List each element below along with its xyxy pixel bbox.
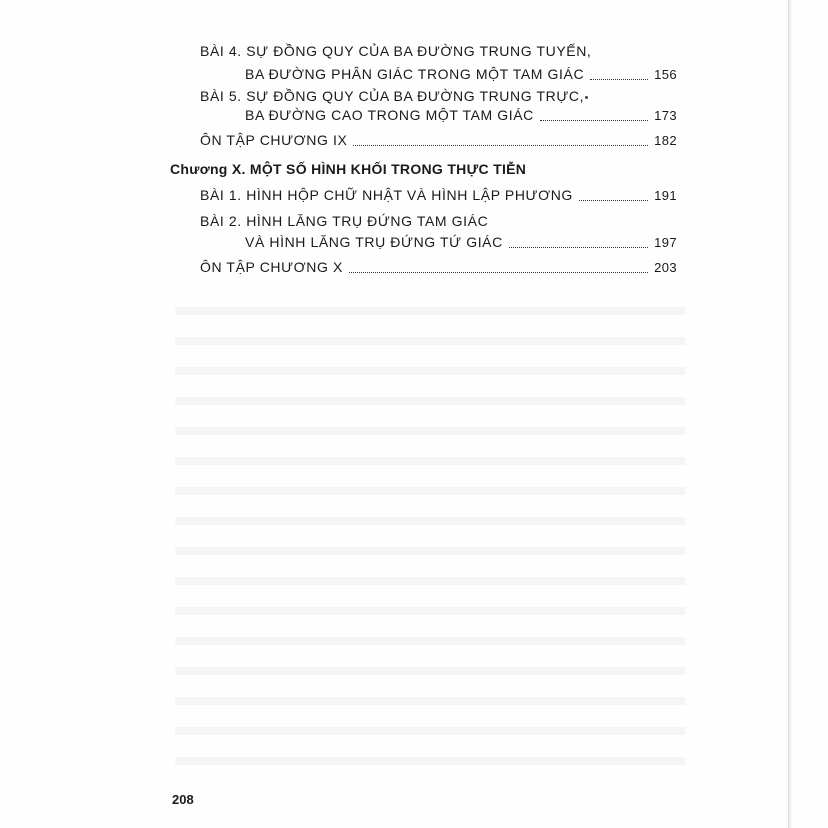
toc-entry-chapter10-lesson-1: BÀI 1. HÌNH HỘP CHỮ NHẬT VÀ HÌNH LẬP PHƯƠNG <box>200 187 573 203</box>
toc-entry-review-9: ÔN TẬP CHƯƠNG IX <box>200 132 348 148</box>
toc-entry-review-9-row <box>200 131 677 149</box>
chapter-heading: Chương X. MỘT SỐ HÌNH KHỐI TRONG THỰC TIỄN <box>170 161 527 177</box>
dot-leader <box>540 119 648 121</box>
toc-entry-lesson-5-line1: BÀI 5. SỰ ĐỒNG QUY CỦA BA ĐƯỜNG TRUNG TRỰC, <box>200 88 585 104</box>
toc-page-number: 191 <box>654 188 677 203</box>
toc-page-number: 203 <box>654 260 677 275</box>
toc-page-number: 197 <box>654 235 677 250</box>
toc-page-number: 156 <box>654 67 677 82</box>
toc-entry-chapter10-lesson-2-line2: VÀ HÌNH LĂNG TRỤ ĐỨNG TỨ GIÁC <box>245 234 503 250</box>
dot-leader <box>509 246 648 248</box>
page-number: 208 <box>172 792 194 807</box>
toc-entry-chapter10-lesson-2-line1: BÀI 2. HÌNH LĂNG TRỤ ĐỨNG TAM GIÁC <box>200 213 489 229</box>
toc-entry-chapter10-lesson-1-row <box>200 186 677 204</box>
toc-entry-lesson-4-line1: BÀI 4. SỰ ĐỒNG QUY CỦA BA ĐƯỜNG TRUNG TUYẾN, <box>200 43 592 59</box>
toc-page-number: 182 <box>654 133 677 148</box>
toc-entry-review-10-row <box>200 258 677 276</box>
dot-leader <box>353 144 648 146</box>
toc-entry-chapter10-lesson-2-line2-row <box>245 233 677 251</box>
bleed-through-text <box>175 285 685 785</box>
dot-leader <box>349 271 648 273</box>
ink-speck <box>585 96 588 99</box>
toc-entry-review-10: ÔN TẬP CHƯƠNG X <box>200 259 343 275</box>
toc-entry-lesson-4-line2-row <box>245 65 677 83</box>
dot-leader <box>590 78 648 80</box>
toc-entry-lesson-5-line2-row <box>245 106 677 124</box>
toc-entry-lesson-5-line2: BA ĐƯỜNG CAO TRONG MỘT TAM GIÁC <box>245 107 534 123</box>
page-edge-shadow <box>788 0 792 828</box>
toc-page-number: 173 <box>654 108 677 123</box>
dot-leader <box>579 199 648 201</box>
toc-entry-lesson-4-line2: BA ĐƯỜNG PHÂN GIÁC TRONG MỘT TAM GIÁC <box>245 66 585 82</box>
